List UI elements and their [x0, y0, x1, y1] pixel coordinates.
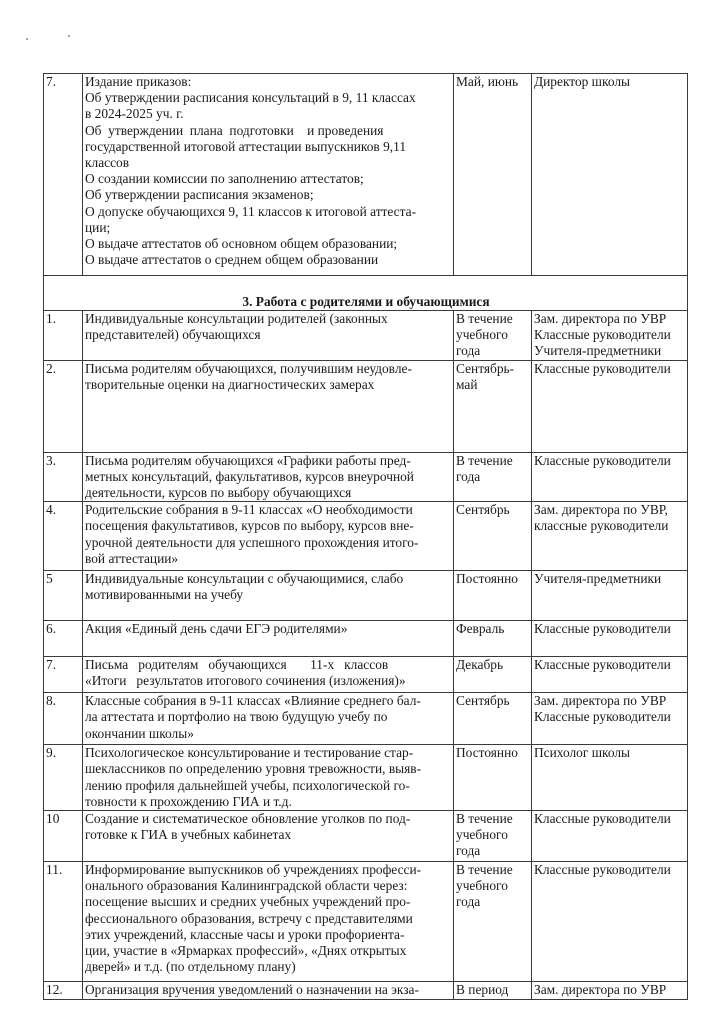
row-term [454, 452, 532, 502]
row-description [83, 693, 454, 745]
term-line: Декабрь [456, 657, 504, 673]
responsible-line: Классные руководители [534, 327, 671, 343]
description-line: Родительские собрания в 9-11 классах «О необходимости [85, 502, 413, 518]
description-line: Информирование выпускников об учреждениях професси- [85, 862, 422, 878]
responsible-line: Директор школы [534, 74, 631, 89]
description-line: Индивидуальные консультации родителей (законных [85, 311, 388, 326]
description-line: деятельности, курсов по выбору обучающихся [85, 485, 352, 501]
responsible-line: Зам. директора по УВР [534, 311, 667, 326]
description-line: творительные оценки на диагностических замерах [85, 376, 375, 392]
description-line: Письма родителям обучающихся, получившим неудовле- [85, 360, 412, 376]
responsible-line: Классные руководители [534, 811, 671, 827]
table-row [44, 452, 688, 502]
plan-table [43, 73, 688, 1000]
term-line: Сентябрь [456, 693, 510, 709]
row-number: 6. [44, 621, 83, 657]
description-line: урочной деятельности для успешного прохождения итого- [85, 534, 419, 550]
row-number: 11. [44, 862, 83, 982]
scan-speck [26, 38, 28, 40]
term-line: года [456, 894, 481, 910]
description-line: лению профиля дальнейшей учебы, психологической го- [85, 777, 410, 793]
row-description [83, 74, 454, 276]
description-line: Создание и систематическое обновление уголков по под- [85, 811, 411, 827]
description-line: Организация вручения уведомлений о назначении на экза- [85, 982, 419, 998]
description-line: Об утверждении расписания консультаций в 9, 11 классах [85, 90, 416, 106]
row-description [83, 360, 454, 452]
responsible-line: классные руководители [534, 518, 669, 534]
row-responsible [532, 452, 688, 502]
responsible-line: Зам. директора по УВР [534, 982, 667, 998]
responsible-line: Учителя-предметники [534, 571, 662, 587]
row-number: 2. [44, 360, 83, 452]
row-number: 1. [44, 311, 83, 361]
responsible-line: Учителя-предметники [534, 343, 662, 359]
row-description [83, 745, 454, 811]
term-line: учебного [456, 327, 508, 343]
row-responsible [532, 982, 688, 1000]
description-line: О создании комиссии по заполнению аттестатов; [85, 171, 364, 187]
row-term [454, 311, 532, 361]
row-description [83, 811, 454, 862]
table-row [44, 311, 688, 361]
term-line: В течение [456, 311, 513, 326]
row-responsible [532, 360, 688, 452]
row-number: 3. [44, 452, 83, 502]
row-number: 7. [44, 657, 83, 693]
description-line: государственной итоговой аттестации выпускников 9,11 [85, 138, 407, 154]
description-line: Об утверждении плана подготовки и проведения [85, 122, 384, 138]
table-row [44, 693, 688, 745]
row-description [83, 982, 454, 1000]
description-line: Психологическое консультирование и тестирование стар- [85, 745, 414, 761]
description-line: товности к прохождению ГИА и т.д. [85, 793, 292, 809]
description-line: Письма родителям обучающихся 11-х классов [85, 657, 389, 673]
table-row [44, 621, 688, 657]
description-line: Акция «Единый день сдачи ЕГЭ родителями» [85, 621, 348, 637]
responsible-line: Психолог школы [534, 745, 631, 761]
table-row [44, 657, 688, 693]
row-responsible [532, 311, 688, 361]
responsible-line: Классные руководители [534, 657, 671, 673]
row-term [454, 862, 532, 982]
row-description [83, 571, 454, 621]
term-line: Постоянно [456, 571, 518, 587]
description-line: фессионального образования, встречу с представителями [85, 910, 413, 926]
responsible-line: Классные руководители [534, 360, 671, 376]
section-title: 3. Работа с родителями и обучающимися [44, 276, 688, 311]
row-responsible [532, 811, 688, 862]
term-line: Постоянно [456, 745, 518, 761]
description-line: этих учреждений, классные часы и уроки профориента- [85, 926, 405, 942]
row-description [83, 502, 454, 571]
description-line: Классные собрания в 9-11 классах «Влияние среднего бал- [85, 693, 421, 709]
row-term [454, 811, 532, 862]
row-number: 8. [44, 693, 83, 745]
description-line: вой аттестации» [85, 550, 179, 566]
term-line: В течение [456, 452, 513, 468]
term-line: Сентябрь- [456, 360, 515, 376]
term-line: года [456, 843, 481, 859]
row-number: 5 [44, 571, 83, 621]
row-term [454, 74, 532, 276]
description-line: ции, участие в «Ярмарках профессий», «Днях открытых [85, 943, 407, 959]
table-row [44, 862, 688, 982]
term-line: В течение [456, 811, 513, 827]
term-line: учебного [456, 878, 508, 894]
term-line: Сентябрь [456, 502, 510, 518]
description-line: Письма родителям обучающихся «Графики работы пред- [85, 452, 411, 468]
scan-speck [68, 35, 70, 37]
plan-table-body [44, 74, 688, 1000]
row-description [83, 657, 454, 693]
row-term [454, 982, 532, 1000]
row-number: 10 [44, 811, 83, 862]
description-line: О выдаче аттестатов о среднем общем образовании [85, 252, 379, 268]
description-line: окончании школы» [85, 725, 194, 741]
description-line: классов [85, 155, 130, 171]
description-line: Индивидуальные консультации с обучающимися, слабо [85, 571, 404, 587]
table-row [44, 982, 688, 1000]
description-line: в 2024-2025 уч. г. [85, 106, 184, 122]
description-line: Об утверждении расписания экзаменов; [85, 187, 314, 203]
description-line: мотивированными на учебу [85, 587, 244, 603]
row-description [83, 452, 454, 502]
row-responsible [532, 502, 688, 571]
description-line: представителей) обучающихся [85, 327, 261, 343]
responsible-line: Классные руководители [534, 862, 671, 878]
term-line: В период [456, 982, 509, 998]
row-description [83, 621, 454, 657]
row-term [454, 745, 532, 811]
table-row [44, 811, 688, 862]
row-responsible [532, 621, 688, 657]
row-term [454, 657, 532, 693]
responsible-line: Зам. директора по УВР, [534, 502, 668, 518]
row-description [83, 311, 454, 361]
row-number: 7. [44, 74, 83, 276]
row-term [454, 621, 532, 657]
description-line: посещение высших и средних учебных учреждений про- [85, 894, 411, 910]
row-responsible [532, 571, 688, 621]
description-line: метных консультаций, факультативов, курсов внеурочной [85, 468, 414, 484]
table-row [44, 360, 688, 452]
row-number: 9. [44, 745, 83, 811]
term-line: года [456, 468, 481, 484]
row-term [454, 571, 532, 621]
responsible-line: Классные руководители [534, 452, 671, 468]
description-line: ла аттестата и портфолио на твою будущую учебу по [85, 709, 388, 725]
table-row [44, 745, 688, 811]
description-line: онального образования Калининградской области через: [85, 878, 408, 894]
term-line: май [456, 376, 478, 392]
row-responsible [532, 745, 688, 811]
responsible-line: Зам. директора по УВР [534, 693, 667, 709]
table-row [44, 502, 688, 571]
description-line: Издание приказов: [85, 74, 192, 89]
row-number: 4. [44, 502, 83, 571]
description-line: готовке к ГИА в учебных кабинетах [85, 827, 292, 843]
row-responsible [532, 693, 688, 745]
description-line: шеклассников по определению уровня тревожности, выяв- [85, 761, 422, 777]
responsible-line: Классные руководители [534, 621, 671, 637]
description-line: посещения факультативов, курсов по выбору, курсов вне- [85, 518, 414, 534]
row-term [454, 360, 532, 452]
row-term [454, 693, 532, 745]
row-responsible [532, 74, 688, 276]
row-responsible [532, 657, 688, 693]
row-responsible [532, 862, 688, 982]
row-number: 12. [44, 982, 83, 1000]
section-header-row [44, 276, 688, 311]
row-description [83, 862, 454, 982]
table-row [44, 571, 688, 621]
description-line: ции; [85, 219, 111, 235]
term-line: года [456, 343, 481, 359]
description-line: О выдаче аттестатов об основном общем образовании; [85, 236, 398, 252]
term-line: Май, июнь [456, 74, 519, 89]
description-line: «Итоги результатов итогового сочинения (изложения)» [85, 673, 406, 689]
term-line: Февраль [456, 621, 505, 637]
responsible-line: Классные руководители [534, 709, 671, 725]
description-line: дверей» и т.д. (по отдельному плану) [85, 959, 296, 975]
term-line: В течение [456, 862, 513, 878]
description-line: О допуске обучающихся 9, 11 классов к итоговой аттеста- [85, 203, 417, 219]
term-line: учебного [456, 827, 508, 843]
row-term [454, 502, 532, 571]
table-row [44, 74, 688, 276]
